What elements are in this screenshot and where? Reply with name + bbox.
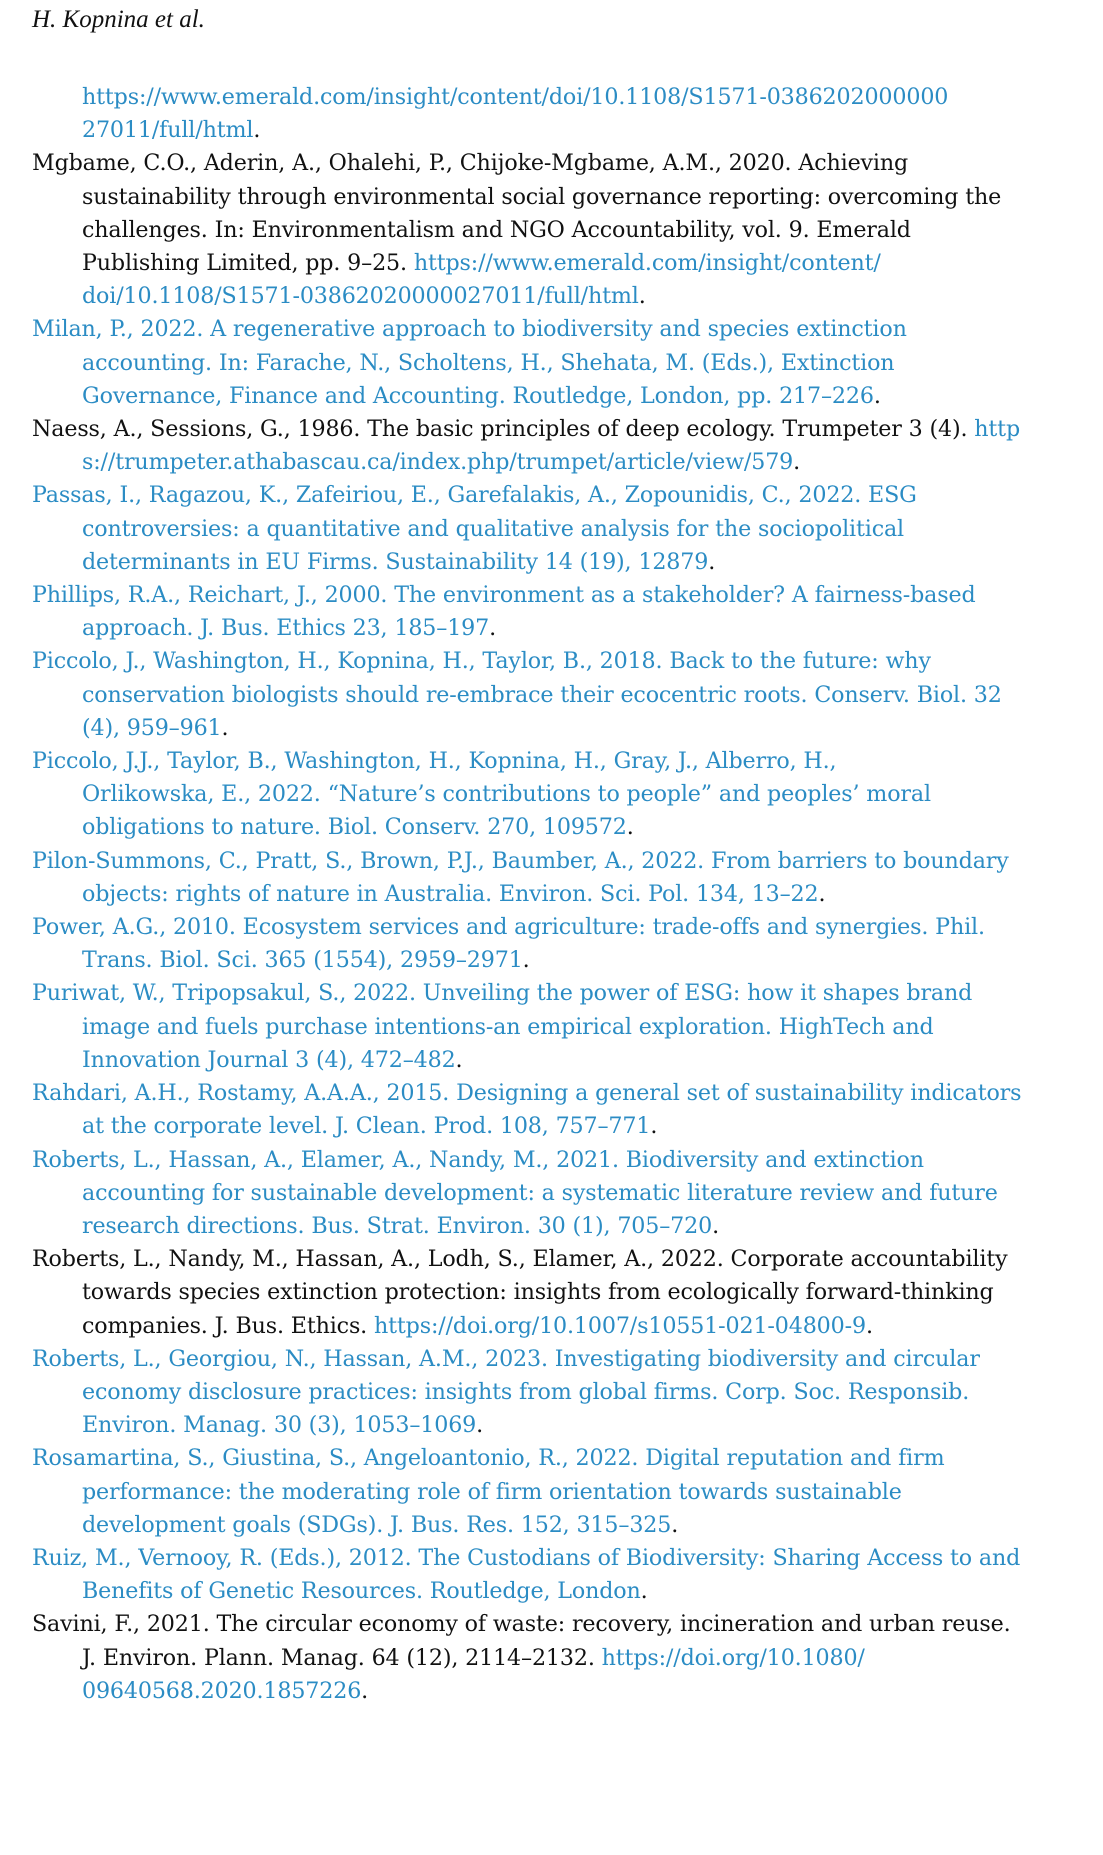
reference-link[interactable]: Pilon-Summons, C., Pratt, S., Brown, P.J., Baumber, A., 2022. From barriers to boundary xyxy=(32,847,1009,874)
reference-link[interactable]: Rahdari, A.H., Rostamy, A.A.A., 2015. Designing a general set of sustainability indicators xyxy=(32,1080,1022,1107)
reference-link[interactable]: http xyxy=(974,416,1021,443)
reference-link[interactable]: Phillips, R.A., Reichart, J., 2000. The environment as a stakeholder? A fairness-based xyxy=(32,582,976,609)
reference-line xyxy=(32,380,1082,413)
reference-text: . xyxy=(638,283,646,310)
reference-text: . xyxy=(626,814,634,841)
reference-link[interactable]: at the corporate level. J. Clean. Prod. 108, 757–771 xyxy=(82,1113,651,1140)
reference-text: . xyxy=(476,1412,484,1439)
reference-link[interactable]: Trans. Biol. Sci. 365 (1554), 2959–2971 xyxy=(82,947,523,974)
reference-text: Naess, A., Sessions, G., 1986. The basic principles of deep ecology. Trumpeter 3 (4). xyxy=(32,416,975,443)
reference-entry-rosamartina-2022 xyxy=(32,1442,1082,1542)
reference-text: . xyxy=(640,1578,648,1605)
reference-text: . xyxy=(708,548,716,575)
reference-line xyxy=(32,1442,1082,1475)
reference-text: . xyxy=(253,117,261,144)
reference-line xyxy=(32,1343,1082,1376)
reference-link[interactable]: performance: the moderating role of firm orientation towards sustainable xyxy=(82,1478,902,1505)
reference-link[interactable]: (4), 959–961 xyxy=(82,714,222,741)
running-head: H. Kopnina et al. xyxy=(32,6,205,33)
reference-line xyxy=(32,1077,1082,1110)
reference-line xyxy=(32,679,1082,712)
reference-entry-roberts-2023 xyxy=(32,1343,1082,1443)
reference-link[interactable]: conservation biologists should re-embrace their ecocentric roots. Conserv. Biol. 32 xyxy=(82,681,1002,708)
reference-link[interactable]: Benefits of Genetic Resources. Routledge, London xyxy=(82,1578,641,1605)
reference-line xyxy=(32,81,1082,114)
reference-link[interactable]: controversies: a quantitative and qualitative analysis for the sociopolitical xyxy=(82,515,904,542)
reference-line xyxy=(32,479,1082,512)
reference-link[interactable]: image and fuels purchase intentions-an empirical exploration. HighTech and xyxy=(82,1013,934,1040)
reference-line xyxy=(32,114,1082,147)
reference-line xyxy=(32,1376,1082,1409)
reference-link[interactable]: Governance, Finance and Accounting. Routledge, London, pp. 217–226 xyxy=(82,382,874,409)
reference-entry-piccolo-2018 xyxy=(32,645,1082,745)
reference-entry-ruiz-2012 xyxy=(32,1542,1082,1608)
reference-line xyxy=(32,313,1082,346)
reference-link[interactable]: obligations to nature. Biol. Conserv. 270, 109572 xyxy=(82,814,627,841)
reference-text: companies. J. Bus. Ethics. xyxy=(82,1312,374,1339)
reference-link[interactable]: Power, A.G., 2010. Ecosystem services and agriculture: trade-offs and synergies. Phil. xyxy=(32,914,985,941)
reference-link[interactable]: Passas, I., Ragazou, K., Zafeiriou, E., Garefalakis, A., Zopounidis, C., 2022. ESG xyxy=(32,482,917,509)
reference-text: . xyxy=(455,1046,463,1073)
reference-link[interactable]: accounting. In: Farache, N., Scholtens, H., Shehata, M. (Eds.), Extinction xyxy=(82,349,895,376)
reference-entry-pilon-summons-2022 xyxy=(32,845,1082,911)
reference-line xyxy=(32,977,1082,1010)
reference-link[interactable]: Roberts, L., Hassan, A., Elamer, A., Nandy, M., 2021. Biodiversity and extinction xyxy=(32,1146,924,1173)
reference-entry-mgbame-continued-prev xyxy=(32,81,1082,147)
reference-link[interactable]: Rosamartina, S., Giustina, S., Angeloantonio, R., 2022. Digital reputation and firm xyxy=(32,1445,945,1472)
reference-line xyxy=(32,1243,1082,1276)
reference-line xyxy=(32,181,1082,214)
reference-entry-phillips-2000 xyxy=(32,579,1082,645)
reference-line xyxy=(32,778,1082,811)
reference-link[interactable]: determinants in EU Firms. Sustainability 14 (19), 12879 xyxy=(82,548,709,575)
reference-text: J. Environ. Plann. Manag. 64 (12), 2114–2132. xyxy=(82,1644,602,1671)
reference-line xyxy=(32,811,1082,844)
reference-link[interactable]: Environ. Manag. 30 (3), 1053–1069 xyxy=(82,1412,477,1439)
reference-line xyxy=(32,280,1082,313)
reference-entry-milan-2022 xyxy=(32,313,1082,413)
reference-text: . xyxy=(361,1677,369,1704)
reference-line xyxy=(32,1575,1082,1608)
reference-text: . xyxy=(793,449,801,476)
reference-link[interactable]: research directions. Bus. Strat. Environ. 30 (1), 705–720 xyxy=(82,1212,713,1239)
reference-link[interactable]: accounting for sustainable development: a systematic literature review and future xyxy=(82,1179,998,1206)
reference-text: Roberts, L., Nandy, M., Hassan, A., Lodh, S., Elamer, A., 2022. Corporate accountability xyxy=(32,1246,1008,1273)
reference-text: Publishing Limited, pp. 9–25. xyxy=(82,250,414,277)
reference-link[interactable]: development goals (SDGs). J. Bus. Res. 152, 315–325 xyxy=(82,1511,672,1538)
reference-line xyxy=(32,944,1082,977)
reference-entry-passas-2022 xyxy=(32,479,1082,579)
reference-entry-puriwat-2022 xyxy=(32,977,1082,1077)
reference-text: . xyxy=(865,1312,873,1339)
reference-link[interactable]: Piccolo, J.J., Taylor, B., Washington, H., Kopnina, H., Gray, J., Alberro, H., xyxy=(32,748,837,775)
reference-line xyxy=(32,413,1082,446)
reference-link[interactable]: Ruiz, M., Vernooy, R. (Eds.), 2012. The Custodians of Biodiversity: Sharing Access to and xyxy=(32,1544,1021,1571)
reference-line xyxy=(32,878,1082,911)
reference-link[interactable]: https://doi.org/10.1080/ xyxy=(601,1644,865,1671)
reference-line xyxy=(32,645,1082,678)
reference-line xyxy=(32,579,1082,612)
reference-link[interactable]: Innovation Journal 3 (4), 472–482 xyxy=(82,1046,456,1073)
reference-link[interactable]: Orlikowska, E., 2022. “Nature’s contributions to people” and peoples’ moral xyxy=(82,781,931,808)
reference-link[interactable]: 09640568.2020.1857226 xyxy=(82,1677,362,1704)
reference-text: towards species extinction protection: insights from ecologically forward-thinking xyxy=(82,1279,994,1306)
reference-line xyxy=(32,612,1082,645)
reference-link[interactable]: approach. J. Bus. Ethics 23, 185–197 xyxy=(82,615,490,642)
reference-line xyxy=(32,247,1082,280)
reference-line xyxy=(32,745,1082,778)
reference-text: . xyxy=(873,382,881,409)
reference-line xyxy=(32,1044,1082,1077)
reference-link[interactable]: Roberts, L., Georgiou, N., Hassan, A.M., 2023. Investigating biodiversity and circular xyxy=(32,1345,980,1372)
reference-link[interactable]: https://www.emerald.com/insight/content/ xyxy=(413,250,881,277)
reference-link[interactable]: https://doi.org/10.1007/s10551-021-04800-9 xyxy=(374,1312,866,1339)
reference-link[interactable]: Puriwat, W., Tripopsakul, S., 2022. Unveiling the power of ESG: how it shapes brand xyxy=(32,980,973,1007)
reference-entry-mgbame-2020 xyxy=(32,147,1082,313)
reference-link[interactable]: objects: rights of nature in Australia. Environ. Sci. Pol. 134, 13–22 xyxy=(82,880,819,907)
reference-text: . xyxy=(818,880,826,907)
reference-entry-roberts-2021 xyxy=(32,1144,1082,1244)
reference-link[interactable]: https://www.emerald.com/insight/content/doi/10.1108/S1571-0386202000000 xyxy=(82,84,949,110)
reference-entry-rahdari-2015 xyxy=(32,1077,1082,1143)
reference-line xyxy=(32,1675,1082,1708)
reference-line xyxy=(32,845,1082,878)
reference-line xyxy=(32,712,1082,745)
reference-line xyxy=(32,446,1082,479)
reference-text: . xyxy=(522,947,530,974)
reference-line xyxy=(32,347,1082,380)
reference-text: sustainability through environmental social governance reporting: overcoming the xyxy=(82,183,1002,210)
reference-line xyxy=(32,214,1082,247)
reference-text: . xyxy=(712,1212,719,1239)
reference-text: . xyxy=(650,1113,658,1140)
reference-text: Mgbame, C.O., Aderin, A., Ohalehi, P., Chijoke-Mgbame, A.M., 2020. Achieving xyxy=(32,150,909,177)
reference-entry-piccolo-2022 xyxy=(32,745,1082,845)
reference-line xyxy=(32,1642,1082,1675)
reference-text: . xyxy=(221,714,229,741)
reference-line xyxy=(32,1276,1082,1309)
reference-line xyxy=(32,147,1082,180)
reference-line xyxy=(32,513,1082,546)
reference-entry-savini-2021 xyxy=(32,1608,1082,1708)
reference-text: challenges. In: Environmentalism and NGO Accountability, vol. 9. Emerald xyxy=(82,216,911,243)
reference-entry-power-2010 xyxy=(32,911,1082,977)
reference-link[interactable]: s://trumpeter.athabascau.ca/index.php/trumpet/article/view/579 xyxy=(82,449,794,476)
reference-list xyxy=(32,81,1082,1708)
reference-line xyxy=(32,1509,1082,1542)
reference-text: . xyxy=(489,615,497,642)
reference-text: Savini, F., 2021. The circular economy of waste: recovery, incineration and urban reuse. xyxy=(32,1611,1011,1638)
reference-line xyxy=(32,1210,1082,1243)
reference-entry-roberts-2022 xyxy=(32,1243,1082,1343)
reference-link[interactable]: Milan, P., 2022. A regenerative approach to biodiversity and species extinction xyxy=(32,316,907,343)
reference-line xyxy=(32,1542,1082,1575)
reference-line xyxy=(32,1476,1082,1509)
reference-line xyxy=(32,1011,1082,1044)
reference-line xyxy=(32,1310,1082,1343)
reference-link[interactable]: Piccolo, J., Washington, H., Kopnina, H., Taylor, B., 2018. Back to the future: why xyxy=(32,648,931,675)
reference-link[interactable]: doi/10.1108/S1571-03862020000027011/full/html xyxy=(82,283,639,310)
reference-line xyxy=(32,911,1082,944)
reference-line xyxy=(32,1144,1082,1177)
reference-line xyxy=(32,1177,1082,1210)
reference-text: . xyxy=(671,1511,679,1538)
reference-line xyxy=(32,546,1082,579)
reference-line xyxy=(32,1608,1082,1641)
reference-link[interactable]: economy disclosure practices: insights from global firms. Corp. Soc. Responsib. xyxy=(82,1378,970,1405)
reference-entry-naess-1986 xyxy=(32,413,1082,479)
reference-link[interactable]: 27011/full/html xyxy=(82,117,254,144)
reference-line xyxy=(32,1409,1082,1442)
reference-line xyxy=(32,1110,1082,1143)
